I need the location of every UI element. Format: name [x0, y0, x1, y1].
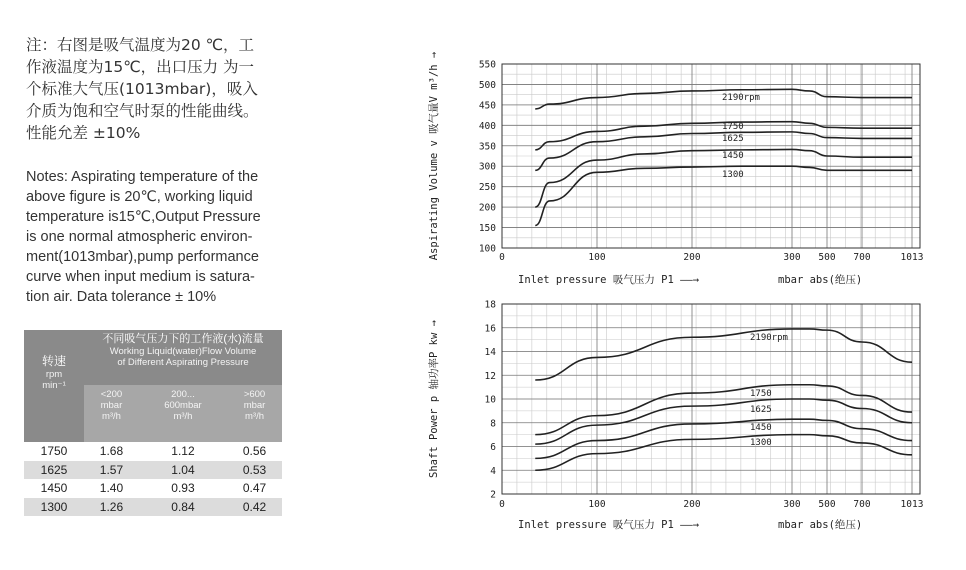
x-tick-label: 500: [818, 252, 836, 263]
cn-note-line: 性能允差 ±10%: [26, 124, 141, 142]
col-header-text: m³/h: [101, 411, 121, 423]
cn-note-line: 介质为饱和空气时泵的性能曲线。: [26, 102, 259, 120]
x-tick-label: 0: [499, 499, 505, 510]
y-tick-label: 550: [478, 59, 496, 71]
group-header-en: Working Liquid(water)Flow Volume: [109, 346, 257, 357]
y-tick-label: 10: [484, 394, 496, 406]
y-tick-label: 6: [490, 442, 496, 453]
col-header-text: <200: [100, 389, 123, 401]
plot-frame: [502, 304, 920, 494]
series-label: 2190rpm: [722, 93, 760, 103]
series-line-1450: [535, 149, 912, 207]
x-tick-label: 100: [588, 499, 606, 510]
x-tick-label: 300: [783, 499, 801, 510]
y-tick-label: 350: [478, 141, 496, 153]
y-axis-label: Aspirating Volume v 吸气量V m³/h →: [428, 51, 440, 261]
en-note-line: tion air. Data tolerance ± 10%: [26, 289, 217, 305]
table-cell: 1.57: [84, 461, 139, 480]
y-tick-label: 14: [484, 347, 496, 358]
table-cell: 1300: [24, 498, 84, 517]
table-cell: 0.56: [227, 442, 282, 461]
x-tick-label: 700: [853, 499, 871, 510]
table-cell: 1.12: [139, 442, 227, 461]
cn-note-line: 注：右图是吸气温度为20 ℃，工: [26, 36, 255, 54]
x-tick-label: 200: [683, 499, 701, 510]
series-line-1750: [535, 122, 912, 150]
y-axis-label: Shaft Power p 轴功率P kw →: [428, 320, 440, 478]
cn-note-line: 个标准大气压(1013mbar)，吸入: [26, 80, 258, 98]
col-header-text: mbar: [100, 400, 123, 412]
series-label: 1450: [722, 151, 744, 161]
en-note-line: is one normal atmospheric environ-: [26, 229, 253, 245]
cn-note: [26, 34, 288, 144]
y-tick-label: 150: [478, 223, 496, 235]
table-cell: 1.26: [84, 498, 139, 517]
table-cell: 1625: [24, 461, 84, 480]
en-note: [26, 167, 288, 307]
table-cell: 1.68: [84, 442, 139, 461]
series-label: 1750: [722, 122, 744, 132]
y-tick-label: 500: [478, 79, 496, 91]
x-axis-label: Inlet pressure 吸气压力 P1 ——→: [518, 274, 700, 286]
en-note-line: temperature is15℃,Output Pressure: [26, 209, 261, 225]
series-line-2190rpm: [535, 329, 912, 380]
en-note-line: curve when input medium is satura-: [26, 269, 255, 285]
table-row: [24, 442, 282, 461]
series-label: 1450: [750, 423, 772, 433]
table-cell: 0.93: [139, 479, 227, 498]
en-note-line: Notes: Aspirating temperature of the: [26, 169, 259, 185]
y-tick-label: 8: [490, 418, 496, 430]
y-tick-label: 400: [478, 120, 496, 132]
speed-header-cn: 转速: [41, 354, 66, 368]
series-line-1450: [535, 419, 912, 458]
col-header-low: [84, 385, 139, 442]
x-tick-label: 1013: [900, 252, 924, 263]
table-cell: 1750: [24, 442, 84, 461]
speed-header-unit: rpm: [45, 369, 63, 380]
col-header-text: m³/h: [173, 411, 193, 423]
col-header-text: 200...: [171, 389, 195, 401]
table-cell: 0.47: [227, 479, 282, 498]
series-label: 2190rpm: [750, 333, 788, 343]
plot-frame: [502, 64, 920, 248]
series-line-1750: [535, 385, 912, 435]
y-tick-label: 18: [484, 299, 496, 311]
y-tick-label: 16: [484, 323, 496, 335]
y-tick-label: 200: [478, 202, 496, 214]
y-tick-label: 2: [490, 489, 496, 501]
series-label: 1750: [750, 389, 772, 399]
series-line-1625: [535, 132, 912, 170]
table-cell: 0.53: [227, 461, 282, 480]
x-tick-label: 700: [853, 252, 871, 263]
series-line-1300: [535, 166, 912, 225]
col-header-text: mbar: [243, 400, 266, 412]
series-line-2190rpm: [535, 89, 912, 109]
x-axis-unit: mbar abs(绝压): [778, 274, 863, 286]
y-tick-label: 250: [478, 182, 496, 194]
y-tick-label: 100: [478, 243, 496, 255]
y-tick-label: 450: [478, 100, 496, 112]
x-tick-label: 1013: [900, 499, 924, 510]
table-row: [24, 479, 282, 498]
col-header-text: >600: [243, 389, 266, 401]
x-tick-label: 0: [499, 252, 505, 263]
x-axis-unit: mbar abs(绝压): [778, 519, 863, 531]
flow-table: [24, 330, 282, 516]
y-tick-label: 4: [490, 465, 496, 477]
series-line-1625: [535, 399, 912, 444]
series-label: 1300: [722, 170, 744, 180]
col-header-text: 600mbar: [164, 400, 202, 412]
series-label: 1300: [750, 438, 772, 448]
series-label: 1625: [722, 134, 744, 144]
table-cell: 1.40: [84, 479, 139, 498]
group-header: [84, 330, 282, 385]
x-tick-label: 200: [683, 252, 701, 263]
table-cell: 0.42: [227, 498, 282, 517]
series-line-1300: [535, 435, 912, 471]
table-row: [24, 461, 282, 480]
y-tick-label: 12: [484, 370, 496, 382]
x-axis-label: Inlet pressure 吸气压力 P1 ——→: [518, 519, 700, 531]
col-header-high: [227, 385, 282, 442]
group-header-cn: 不同吸气压力下的工作液(水)流量: [102, 333, 264, 345]
col-header-mid: [139, 385, 227, 442]
col-header-text: m³/h: [245, 411, 265, 423]
x-tick-label: 300: [783, 252, 801, 263]
speed-header-unit: min⁻¹: [42, 380, 66, 391]
group-header-en: of Different Aspirating Pressure: [117, 357, 249, 368]
x-tick-label: 100: [588, 252, 606, 263]
table-cell: 1.04: [139, 461, 227, 480]
table-cell: 1450: [24, 479, 84, 498]
series-label: 1625: [750, 405, 772, 415]
y-tick-label: 300: [478, 161, 496, 173]
speed-header: [24, 330, 84, 442]
en-note-line: above figure is 20℃, working liquid: [26, 189, 253, 205]
table-cell: 0.84: [139, 498, 227, 517]
en-note-line: ment(1013mbar),pump performance: [26, 249, 259, 265]
cn-note-line: 作液温度为15℃，出口压力 为一: [26, 58, 255, 76]
table-row: [24, 498, 282, 517]
x-tick-label: 500: [818, 499, 836, 510]
